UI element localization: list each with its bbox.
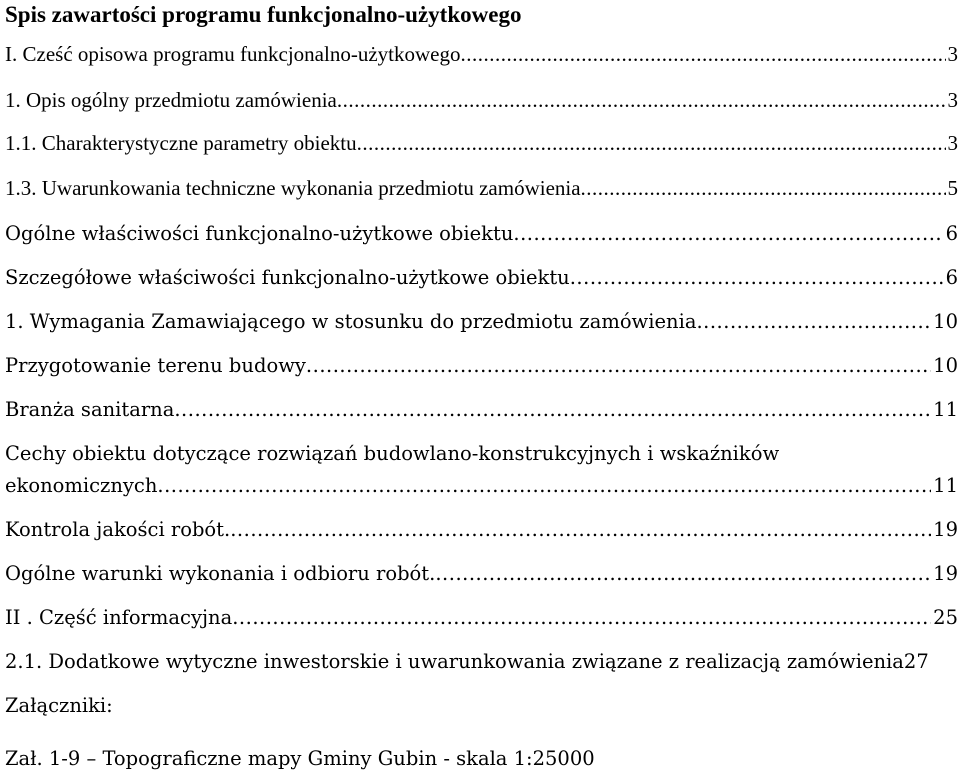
toc-entry[interactable] <box>5 40 960 68</box>
toc-entry[interactable] <box>5 308 960 336</box>
toc-entry[interactable] <box>5 220 960 248</box>
leader-dots <box>696 308 931 336</box>
toc-entry-label: Ogólne warunki wykonania i odbioru robót. <box>5 562 436 585</box>
toc-entry-page: 25 <box>933 606 958 629</box>
leader-dots <box>230 516 931 544</box>
toc-entry[interactable] <box>5 129 960 157</box>
toc-entry[interactable] <box>5 472 960 500</box>
toc-entry[interactable] <box>5 86 960 114</box>
toc-entry-label: Szczegółowe właściwości funkcjonalno-użytkowe obiektu <box>5 266 570 289</box>
leader-dots <box>581 174 946 202</box>
attachment-line: Zał. 1-9 – Topograficzne mapy Gminy Gubin - skala 1:25000 <box>5 747 595 770</box>
toc-entry-first-line: Cechy obiektu dotyczące rozwiązań budowlano-konstrukcyjnych i wskaźników <box>5 442 780 465</box>
leader-dots <box>460 40 945 68</box>
leader-dots <box>435 560 931 588</box>
toc-entry-label: Przygotowanie terenu budowy <box>5 354 306 377</box>
toc-entry-label: 1. Opis ogólny przedmiotu zamówienia <box>5 88 337 112</box>
toc-entry-page: 10 <box>933 310 958 333</box>
toc-entry-page: 19 <box>933 518 958 541</box>
leader-dots <box>357 129 946 157</box>
toc-entry-label: ekonomicznych <box>5 474 158 497</box>
leader-dots <box>570 264 944 292</box>
toc-entry-label: I. Cześć opisowa programu funkcjonalno-użytkowego <box>5 42 461 66</box>
toc-entry[interactable] <box>5 604 960 632</box>
toc-entry-label: 1. Wymagania Zamawiającego w stosunku do przedmiotu zamówienia <box>5 310 697 333</box>
toc-entry[interactable] <box>5 264 960 292</box>
toc-entry-page: 10 <box>933 354 958 377</box>
leader-dots <box>337 86 946 114</box>
toc-entry-label: II . Część informacyjna <box>5 606 233 629</box>
toc-entry[interactable] <box>5 516 960 544</box>
toc-entry-page: 6 <box>945 222 958 245</box>
toc-entry[interactable] <box>5 396 960 424</box>
toc-entry[interactable] <box>5 648 960 676</box>
toc-entry-page: 3 <box>947 131 958 155</box>
toc-entry-page: 19 <box>933 562 958 585</box>
toc-entry-label: Kontrola jakości robót. <box>5 518 231 541</box>
toc-entry-label: 1.1. Charakterystyczne parametry obiektu <box>5 131 357 155</box>
toc-entry[interactable] <box>5 174 960 202</box>
toc-entry[interactable] <box>5 352 960 380</box>
toc-entry-label: 1.3. Uwarunkowania techniczne wykonania przedmiotu zamówienia <box>5 176 581 200</box>
attachments-heading: Załączniki: <box>5 694 113 717</box>
leader-dots <box>513 220 943 248</box>
leader-dots <box>306 352 931 380</box>
toc-title: Spis zawartości programu funkcjonalno-użytkowego <box>5 2 522 27</box>
leader-dots <box>232 604 931 632</box>
toc-entry-label: Ogólne właściwości funkcjonalno-użytkowe obiektu <box>5 222 514 245</box>
toc-entry-page: 3 <box>947 42 958 66</box>
toc-entry-page: 11 <box>933 474 958 497</box>
toc-entry-page: 3 <box>947 88 958 112</box>
leader-dots <box>174 396 931 424</box>
toc-entry[interactable] <box>5 560 960 588</box>
toc-entry-page: 6 <box>945 266 958 289</box>
toc-entry-page: 11 <box>933 398 958 421</box>
toc-entry-label: Branża sanitarna <box>5 398 175 421</box>
leader-dots <box>157 472 931 500</box>
toc-entry-page: 27 <box>903 650 929 673</box>
toc-entry-page: 5 <box>947 176 958 200</box>
toc-entry-label: 2.1. Dodatkowe wytyczne inwestorskie i uwarunkowania związane z realizacją zamówienia <box>5 650 904 673</box>
